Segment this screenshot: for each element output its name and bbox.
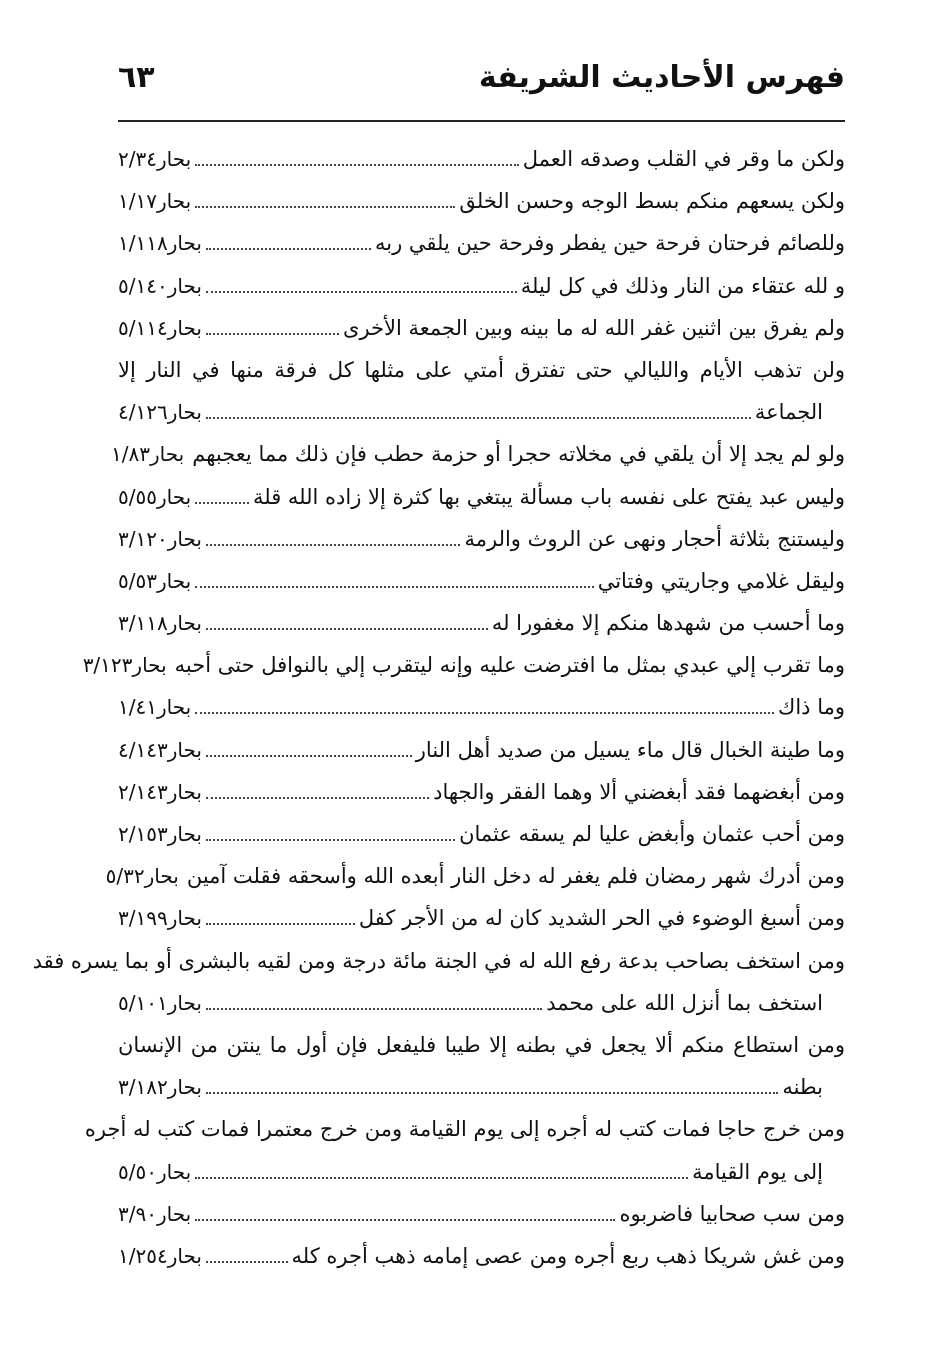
page-header <box>118 58 845 114</box>
source-reference: بحار٥/٥٥ <box>118 484 192 509</box>
header-rule <box>118 120 845 122</box>
source-reference: بحار٢/٣٤ <box>118 147 192 171</box>
hadith-text: ومن أدرك شهر رمضان فلم يغفر له دخل النار أبعده الله وأسحقه فقلت آمين <box>186 864 845 889</box>
index-entry <box>118 138 845 180</box>
source-reference: بحار٤/١٢٦ <box>118 400 202 425</box>
hadith-text: وليستنج بثلاثة أحجار ونهى عن الروث والرمة <box>464 526 845 551</box>
index-entry <box>118 1024 845 1108</box>
hadith-text: ومن استخف بصاحب بدعة رفع الله له في الجنة مائة درجة ومن لقيه بالبشرى أو بما يسره فقد <box>32 948 845 973</box>
source-reference: بحار١/٢٥٤ <box>118 1243 202 1268</box>
hadith-text: وما طينة الخبال قال ماء يسيل من صديد أهل النار <box>415 737 845 762</box>
index-entry <box>118 560 845 602</box>
hadith-text: و لله عتقاء من النار وذلك في كل ليلة <box>520 273 845 298</box>
index-entry <box>118 1193 845 1235</box>
source-reference: بحار٣/٩٠ <box>118 1201 192 1226</box>
leader-dots <box>206 754 412 757</box>
source-reference: بحار٣/١١٨ <box>118 611 202 636</box>
source-reference: بحار٥/٥٠ <box>118 1159 192 1184</box>
hadith-text: ومن أحب عثمان وأبغض عليا لم يسقه عثمان <box>459 822 845 846</box>
source-reference: بحار٥/٣٢ <box>105 864 179 889</box>
hadith-text-continued: استخف بما أنزل الله على محمد <box>546 990 823 1015</box>
source-reference: بحار٤/١٤٣ <box>118 737 202 762</box>
index-entry <box>111 433 845 475</box>
source-reference: بحار٢/١٤٣ <box>118 779 202 804</box>
source-reference: بحار٢/١٥٣ <box>118 822 202 846</box>
leader-dots <box>206 1091 778 1094</box>
hadith-text: وليس عبد يفتح على نفسه باب مسألة يبتغي بها كثرة إلا زاده الله قلة <box>252 484 845 509</box>
leader-dots <box>195 1176 688 1179</box>
leader-dots <box>206 416 751 419</box>
index-entry <box>118 518 845 560</box>
index-entry <box>118 265 845 307</box>
index-entry <box>118 897 845 939</box>
leader-dots <box>206 290 517 293</box>
source-reference: بحار١/٨٣ <box>111 442 185 467</box>
index-entry <box>118 602 845 644</box>
leader-dots <box>195 163 519 166</box>
index-entry <box>118 180 845 222</box>
index-entry <box>118 729 845 771</box>
index-entry <box>105 855 845 897</box>
source-reference: بحار٣/١٢٣ <box>82 653 167 678</box>
source-reference: بحار٣/١٨٢ <box>118 1075 202 1100</box>
source-reference: بحار٥/٥٣ <box>118 568 192 593</box>
leader-dots <box>195 585 593 588</box>
hadith-text: ولن تذهب الأيام والليالي حتى تفترق أمتي على مثلها كل فرقة منها في النار إلا <box>118 357 845 382</box>
leader-dots <box>206 332 339 335</box>
leader-dots <box>195 711 774 714</box>
leader-dots <box>206 922 355 925</box>
leader-dots <box>206 247 371 250</box>
hadith-text: ولم يفرق بين اثنين غفر الله له ما بينه وبين الجمعة الأخرى <box>343 315 845 340</box>
source-reference: بحار٥/١١٤ <box>118 315 202 340</box>
leader-dots <box>195 501 249 504</box>
source-reference: بحار٥/١٤٠ <box>118 273 202 298</box>
index-entry <box>82 644 845 686</box>
hadith-text: وما تقرب إلي عبدي بمثل ما افترضت عليه وإنه ليتقرب إلي بالنوافل حتى أحبه <box>174 653 845 678</box>
index-entry <box>118 771 845 813</box>
index-entry <box>84 1108 845 1192</box>
source-reference: بحار٣/١٢٠ <box>118 526 202 551</box>
source-reference: بحار٥/١٠١ <box>118 990 202 1015</box>
leader-dots <box>206 543 461 546</box>
index-entry <box>118 222 845 264</box>
source-reference: بحار١/١١٨ <box>118 231 202 256</box>
page-title: فهرس الأحاديث الشريفة <box>478 60 845 95</box>
index-entry <box>118 686 845 728</box>
index-entry <box>118 813 845 855</box>
leader-dots <box>195 205 455 208</box>
hadith-text-continued: بطنه <box>782 1075 823 1100</box>
index-entry <box>118 307 845 349</box>
page-number: ٦٣ <box>118 60 155 95</box>
index-entry <box>118 349 845 433</box>
hadith-text: ومن استطاع منكم ألا يجعل في بطنه إلا طيبا فليفعل فإن أول ما ينتن من الإنسان <box>118 1032 845 1057</box>
hadith-text: ولو لم يجد إلا أن يلقي في مخلاته حجرا أو حزمة حطب فإن ذلك مما يعجبهم <box>192 442 845 467</box>
source-reference: بحار٣/١٩٩ <box>118 906 202 931</box>
index-entry <box>118 1235 845 1277</box>
leader-dots <box>206 796 429 799</box>
leader-dots <box>206 1260 288 1263</box>
leader-dots <box>206 1007 542 1010</box>
leader-dots <box>195 1218 615 1221</box>
hadith-text: ومن سب صحابيا فاضربوه <box>619 1201 845 1226</box>
hadith-text: وما ذاك <box>778 695 845 720</box>
hadith-text: وليقل غلامي وجاريتي وفتاتي <box>597 568 845 593</box>
leader-dots <box>206 838 455 841</box>
source-reference: بحار١/٤١ <box>118 695 192 720</box>
hadith-text: وما أحسب من شهدها منكم إلا مغفورا له <box>491 611 845 636</box>
hadith-text: ومن خرج حاجا فمات كتب له أجره إلى يوم القيامة ومن خرج معتمرا فمات كتب له أجره <box>84 1117 845 1142</box>
hadith-text: وللصائم فرحتان فرحة حين يفطر وفرحة حين يلقي ربه <box>374 231 845 256</box>
hadith-text: ومن غش شريكا ذهب ربع أجره ومن عصى إمامه ذهب أجره كله <box>291 1243 845 1268</box>
index-entry <box>118 476 845 518</box>
hadith-text-continued: الجماعة <box>754 400 823 425</box>
leader-dots <box>206 627 488 630</box>
hadith-text: ومن أبغضهما فقد أبغضني ألا وهما الفقر والجهاد <box>433 779 845 804</box>
source-reference: بحار١/١٧ <box>118 189 192 214</box>
hadith-index-list <box>32 138 845 1277</box>
hadith-text-continued: إلى يوم القيامة <box>692 1159 823 1184</box>
index-entry <box>32 940 845 1024</box>
hadith-text: ولكن يسعهم منكم بسط الوجه وحسن الخلق <box>459 189 845 214</box>
hadith-text: ومن أسبغ الوضوء في الحر الشديد كان له من الأجر كفل <box>358 906 845 931</box>
hadith-text: ولكن ما وقر في القلب وصدقه العمل <box>522 147 845 171</box>
